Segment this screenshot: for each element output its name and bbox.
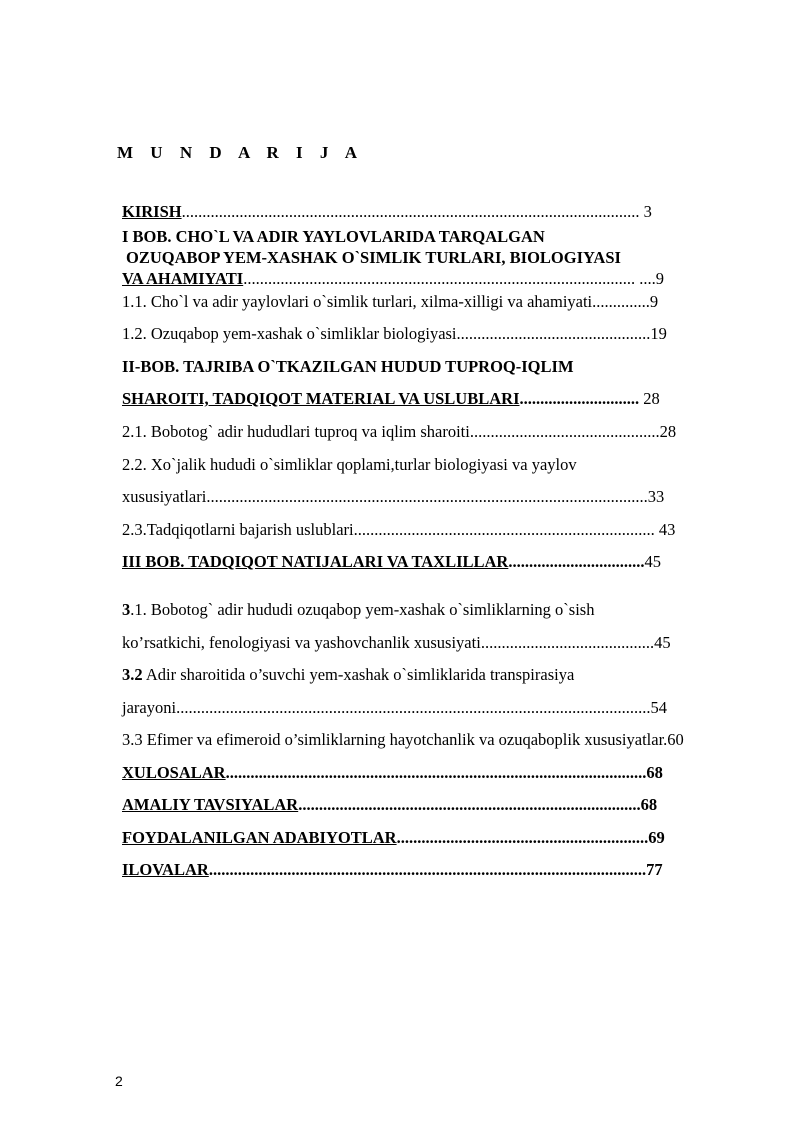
toc-entry-text: VA AHAMIYATI bbox=[122, 269, 244, 288]
toc-entry-page: 68 bbox=[640, 795, 658, 814]
toc-entry-chapter-1-line-2: OZUQABOP YEM-XASHAK O`SIMLIK TURLARI, BIOLOGIYASI bbox=[126, 248, 621, 267]
toc-entry-text: 3.3 Efimer va efimeroid o’simliklarning hayotchanlik va ozuqaboplik xususiyatlar. bbox=[122, 730, 668, 749]
toc-entry-text: 1.1. Cho`l va adir yaylovlari o`simlik turlari, xilma-xilligi va ahamiyati bbox=[122, 292, 593, 311]
toc-entry-text: SHAROITI, TADQIQOT MATERIAL VA USLUBLARI bbox=[122, 389, 520, 408]
toc-entry-1-1 bbox=[122, 292, 658, 312]
toc-entry-dots: ............................................................................................... .... bbox=[243, 269, 656, 288]
toc-entry-text: ILOVALAR bbox=[122, 860, 209, 879]
toc-entry-page: 69 bbox=[648, 828, 665, 847]
toc-entry-chapter-1-line-1: I BOB. CHO`L VA ADIR YAYLOVLARIDA TARQALGAN bbox=[122, 227, 545, 246]
toc-entry-dots: ............................................................. bbox=[396, 828, 649, 847]
toc-entry-ilovalar bbox=[122, 860, 663, 880]
toc-entry-dots: .............. bbox=[592, 292, 650, 311]
toc-entry-text: FOYDALANILGAN ADABIYOTLAR bbox=[122, 828, 397, 847]
toc-entry-dots: .......................................... bbox=[480, 633, 655, 652]
toc-entry-3-2-line-1 bbox=[122, 665, 574, 685]
toc-entry-dots: ............................. bbox=[519, 389, 640, 408]
toc-entry-dots: ......................................................................... bbox=[353, 520, 655, 539]
toc-entry-text: jarayoni bbox=[122, 698, 177, 717]
toc-entry-page: 28 bbox=[659, 422, 677, 441]
toc-entry-text: 1.2. Ozuqabop yem-xashak o`simliklar biologiyasi bbox=[122, 324, 457, 343]
toc-entry-text: ko’rsatkichi, fenologiyasi va yashovchanlik xususiyati bbox=[122, 633, 481, 652]
toc-entry-dots: ................................. bbox=[508, 552, 645, 571]
toc-entry-page: 68 bbox=[646, 763, 663, 782]
toc-entry-page: 43 bbox=[658, 520, 676, 539]
toc-entry-kirish bbox=[122, 202, 652, 222]
toc-entry-page: 45 bbox=[644, 552, 661, 571]
toc-entry-3-1-line-2 bbox=[122, 633, 671, 653]
toc-entry-amaliy-tavsiyalar bbox=[122, 795, 657, 815]
toc-entry-text: KIRISH bbox=[122, 202, 182, 221]
page-number: 2 bbox=[115, 1073, 123, 1089]
toc-entry-text: .1. Bobotog` adir hududi ozuqabop yem-xashak o`simliklarning o`sish bbox=[130, 600, 595, 619]
toc-entry-page: 9 bbox=[655, 269, 664, 288]
toc-entry-2-2-line-2 bbox=[122, 487, 664, 507]
toc-entry-3-2-line-2 bbox=[122, 698, 667, 718]
toc-entry-page: 60 bbox=[667, 730, 684, 749]
toc-entry-3-1-line-1 bbox=[122, 600, 594, 620]
toc-entry-page: 3 bbox=[643, 202, 652, 221]
toc-entry-xulosalar bbox=[122, 763, 663, 783]
toc-entry-2-2-line-1: 2.2. Xo`jalik hududi o`simliklar qoplami,turlar biologiyasi va yaylov bbox=[122, 455, 577, 474]
page-title: M U N D A R I J A bbox=[117, 143, 364, 162]
toc-entry-text: III BOB. TADQIQOT NATIJALARI VA TAXLILLAR bbox=[122, 552, 509, 571]
toc-entry-dots: .......................................................................................................... bbox=[208, 860, 647, 879]
toc-entry-page: 9 bbox=[649, 292, 659, 311]
toc-entry-page: 19 bbox=[650, 324, 667, 343]
toc-entry-dots: .............................................. bbox=[469, 422, 660, 441]
toc-entry-dots: ............................................................................................................... bbox=[181, 202, 640, 221]
toc-entry-2-1 bbox=[122, 422, 676, 442]
toc-entry-text: 2.1. Bobotog` adir hududlari tuproq va iqlim sharoiti bbox=[122, 422, 470, 441]
toc-entry-page: 33 bbox=[647, 487, 665, 506]
toc-entry-chapter-3 bbox=[122, 552, 661, 572]
toc-entry-chapter-2-line-1: II-BOB. TAJRIBA O`TKAZILGAN HUDUD TUPROQ-IQLIM bbox=[122, 357, 574, 376]
toc-entry-text: xususiyatlari bbox=[122, 487, 207, 506]
toc-entry-text: AMALIY TAVSIYALAR bbox=[122, 795, 299, 814]
toc-entry-dots: ...................................................................................................... bbox=[225, 763, 647, 782]
toc-entry-text: 2.3.Tadqiqotlarni bajarish uslublari bbox=[122, 520, 354, 539]
toc-entry-number: 3.2 bbox=[122, 665, 143, 684]
toc-entry-adabiyotlar bbox=[122, 828, 665, 848]
toc-entry-page: 54 bbox=[650, 698, 667, 717]
toc-entry-text: Adir sharoitida o’suvchi yem-xashak o`simliklarida transpirasiya bbox=[142, 665, 575, 684]
toc-entry-dots: ........................................................................................................... bbox=[206, 487, 648, 506]
toc-entry-number: 3 bbox=[122, 600, 131, 619]
toc-entry-chapter-2-line-2 bbox=[122, 389, 660, 409]
toc-entry-3-3 bbox=[122, 730, 684, 750]
toc-entry-2-3 bbox=[122, 520, 675, 540]
toc-entry-text: XULOSALAR bbox=[122, 763, 226, 782]
toc-entry-dots: ................................................................................................................... bbox=[176, 698, 651, 717]
toc-entry-page: 45 bbox=[654, 633, 671, 652]
toc-entry-page: 77 bbox=[646, 860, 663, 879]
toc-entry-1-2 bbox=[122, 324, 667, 344]
toc-entry-page: 28 bbox=[643, 389, 660, 408]
toc-entry-dots: ................................................................................... bbox=[298, 795, 641, 814]
toc-entry-chapter-1-line-3 bbox=[122, 269, 664, 289]
toc-entry-dots: ............................................... bbox=[456, 324, 651, 343]
